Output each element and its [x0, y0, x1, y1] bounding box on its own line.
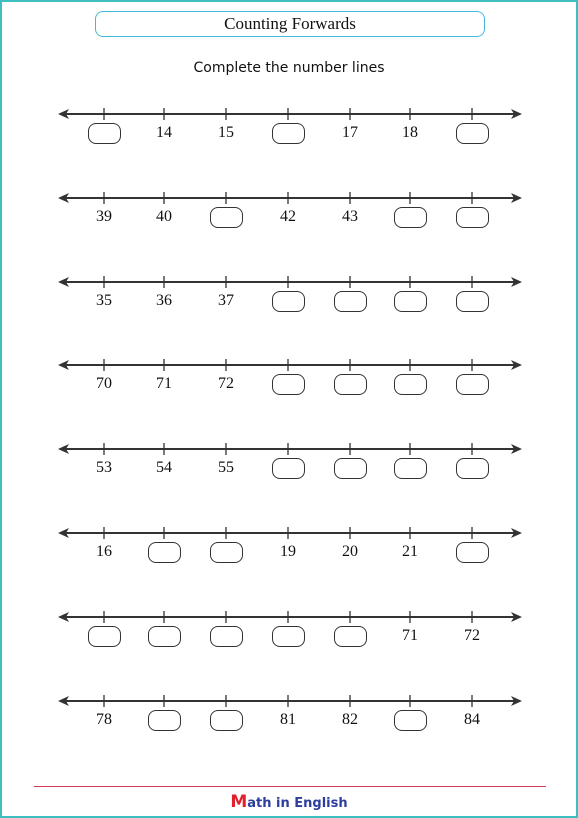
- number-label: 71: [402, 627, 418, 644]
- number-label: 21: [402, 543, 418, 560]
- answer-box[interactable]: [456, 542, 489, 563]
- brand-text: ath in English: [247, 796, 348, 811]
- answer-box[interactable]: [456, 458, 489, 479]
- number-label: 39: [96, 208, 112, 225]
- number-line-1: [58, 106, 522, 146]
- number-label: 15: [218, 124, 234, 141]
- worksheet-title: [95, 11, 485, 37]
- answer-box[interactable]: [210, 207, 243, 228]
- number-line-axis: [58, 274, 522, 290]
- number-line-2: [58, 190, 522, 230]
- number-line-4: [58, 357, 522, 397]
- number-label: 19: [280, 543, 296, 560]
- worksheet-title-text: Counting Forwards: [224, 14, 356, 33]
- number-label: 40: [156, 208, 172, 225]
- answer-box[interactable]: [210, 542, 243, 563]
- instruction-text: Complete the number lines: [193, 60, 385, 76]
- number-line-axis: [58, 441, 522, 457]
- number-label: 35: [96, 292, 112, 309]
- number-label: 20: [342, 543, 358, 560]
- number-line-5: [58, 441, 522, 481]
- number-line-axis: [58, 357, 522, 373]
- number-label: 72: [218, 375, 234, 392]
- answer-box[interactable]: [88, 123, 121, 144]
- answer-box[interactable]: [148, 710, 181, 731]
- answer-box[interactable]: [394, 291, 427, 312]
- answer-box[interactable]: [394, 207, 427, 228]
- answer-box[interactable]: [456, 123, 489, 144]
- answer-box[interactable]: [394, 374, 427, 395]
- answer-box[interactable]: [272, 458, 305, 479]
- number-label: 53: [96, 459, 112, 476]
- number-label: 72: [464, 627, 480, 644]
- number-label: 81: [280, 711, 296, 728]
- number-label: 36: [156, 292, 172, 309]
- number-label: 37: [218, 292, 234, 309]
- answer-box[interactable]: [272, 123, 305, 144]
- number-label: 55: [218, 459, 234, 476]
- answer-box[interactable]: [334, 626, 367, 647]
- number-line-axis: [58, 693, 522, 709]
- answer-box[interactable]: [272, 374, 305, 395]
- number-label: 78: [96, 711, 112, 728]
- number-label: 43: [342, 208, 358, 225]
- answer-box[interactable]: [88, 626, 121, 647]
- brand-initial: M: [230, 792, 248, 812]
- answer-box[interactable]: [148, 542, 181, 563]
- number-label: 18: [402, 124, 418, 141]
- brand-logo: [0, 792, 578, 812]
- number-label: 84: [464, 711, 480, 728]
- answer-box[interactable]: [394, 710, 427, 731]
- footer-divider: [34, 786, 546, 787]
- number-line-3: [58, 274, 522, 314]
- answer-box[interactable]: [210, 626, 243, 647]
- number-label: 42: [280, 208, 296, 225]
- answer-box[interactable]: [148, 626, 181, 647]
- number-label: 71: [156, 375, 172, 392]
- number-label: 54: [156, 459, 172, 476]
- number-line-axis: [58, 525, 522, 541]
- answer-box[interactable]: [456, 291, 489, 312]
- number-line-7: [58, 609, 522, 649]
- answer-box[interactable]: [456, 374, 489, 395]
- answer-box[interactable]: [272, 291, 305, 312]
- answer-box[interactable]: [334, 374, 367, 395]
- answer-box[interactable]: [334, 291, 367, 312]
- answer-box[interactable]: [394, 458, 427, 479]
- number-label: 82: [342, 711, 358, 728]
- answer-box[interactable]: [272, 626, 305, 647]
- answer-box[interactable]: [334, 458, 367, 479]
- number-label: 14: [156, 124, 172, 141]
- number-label: 17: [342, 124, 358, 141]
- number-line-8: [58, 693, 522, 733]
- answer-box[interactable]: [456, 207, 489, 228]
- number-line-axis: [58, 106, 522, 122]
- number-line-6: [58, 525, 522, 565]
- number-line-axis: [58, 190, 522, 206]
- number-label: 16: [96, 543, 112, 560]
- number-label: 70: [96, 375, 112, 392]
- number-line-axis: [58, 609, 522, 625]
- answer-box[interactable]: [210, 710, 243, 731]
